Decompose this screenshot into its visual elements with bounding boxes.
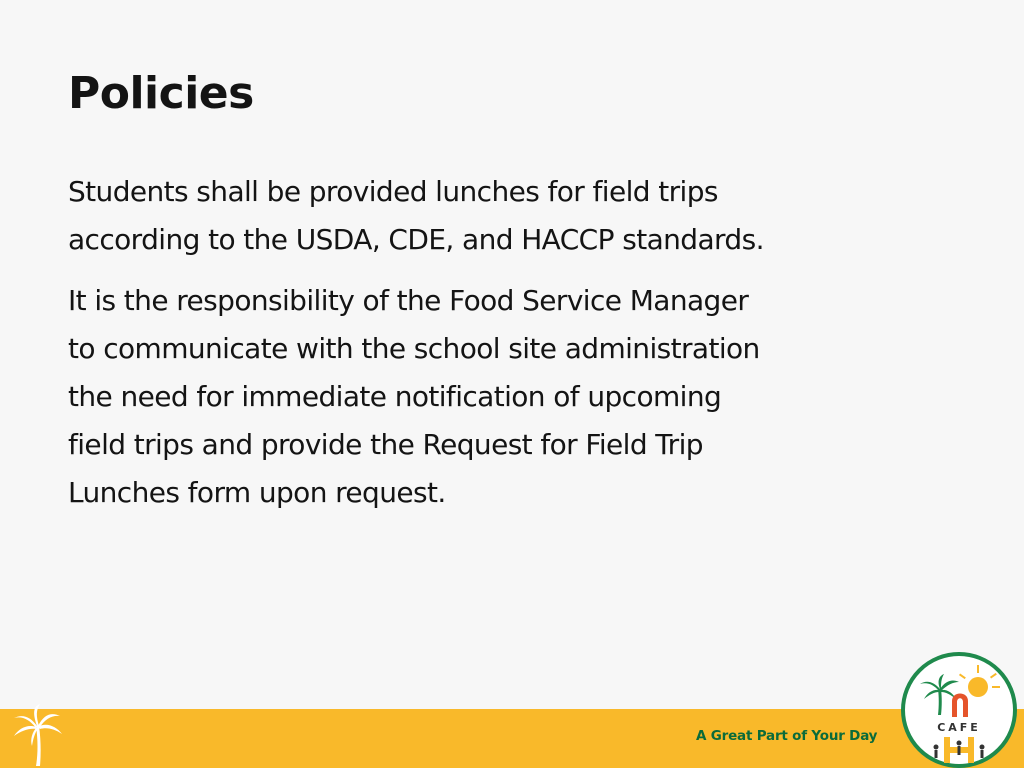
paragraph-line: It is the responsibility of the Food Service Manager	[68, 284, 749, 317]
slide-body	[68, 168, 928, 530]
logo-text: CAFE	[937, 721, 981, 734]
paragraph-line: the need for immediate notification of upcoming	[68, 380, 722, 413]
cafe-logo-icon	[900, 651, 1018, 768]
paragraph-line: Students shall be provided lunches for field trips	[68, 175, 718, 208]
paragraph-1	[68, 168, 928, 264]
paragraph-line: field trips and provide the Request for Field Trip	[68, 428, 703, 461]
paragraph-2	[68, 277, 928, 517]
slide-title: Policies	[68, 68, 254, 119]
footer-tagline: A Great Part of Your Day	[696, 728, 878, 744]
palm-tree-icon	[12, 704, 64, 768]
paragraph-line: Lunches form upon request.	[68, 476, 446, 509]
paragraph-line: to communicate with the school site administration	[68, 332, 760, 365]
paragraph-line: according to the USDA, CDE, and HACCP standards.	[68, 223, 764, 256]
